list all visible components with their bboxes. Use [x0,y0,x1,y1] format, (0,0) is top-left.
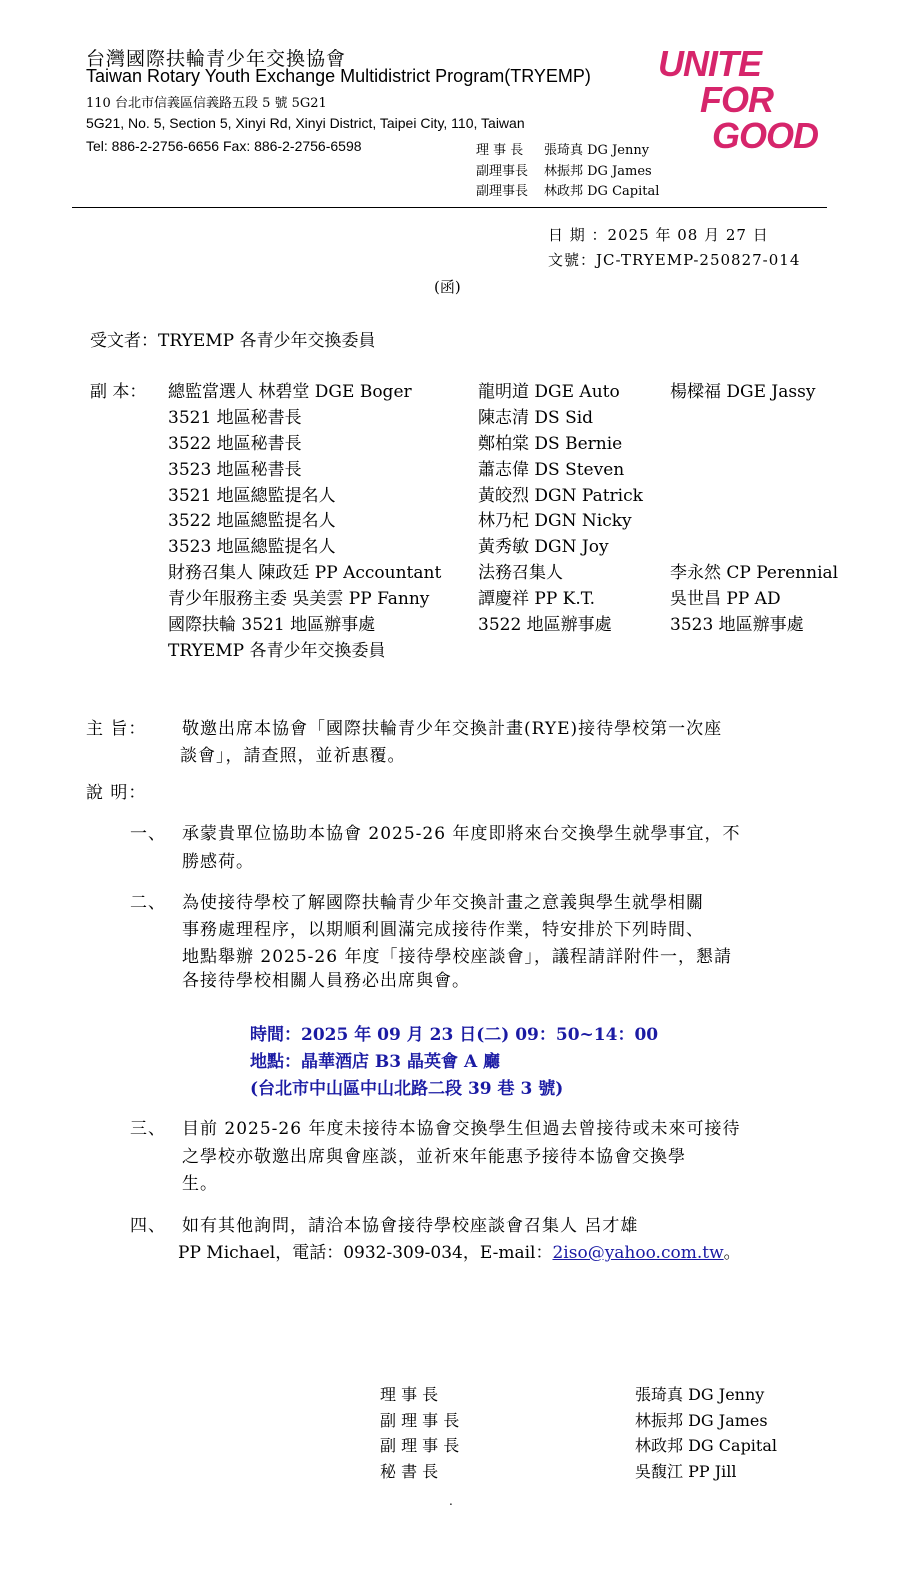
cc-entry: 法務召集人 [478,563,563,583]
officer-name: 林振邦 DG James [544,164,652,179]
cc-entry: 譚慶祥 PP K.T. [478,589,596,609]
officer-vice-president-2 [476,180,659,199]
cc-entry: 3522 地區秘書長 [168,434,302,454]
cc-entry: 龍明道 DGE Auto [478,382,620,402]
contact-end: 。 [723,1243,741,1263]
cc-entry: 財務召集人 陳政廷 PP Accountant [168,563,442,583]
cc-entry: 陳志清 DS Sid [478,408,594,428]
item-one-text: 承蒙貴單位協助本協會 2025-26 年度即將來台交換學生就學事宜，不 [182,824,741,844]
signature-name: 吳馥江 PP Jill [635,1462,737,1481]
cc-entry: 3522 地區辦事處 [478,615,612,635]
address-zh: 110 台北市信義區信義路五段 5 號 5G21 [86,96,327,111]
item-number: 一、 [130,824,166,844]
address-en: 5G21, No. 5, Section 5, Xinyi Rd, Xinyi District, Taipei City, 110, Taiwan [86,115,525,131]
officer-title: 副理事長 [476,164,529,179]
item-number: 四、 [130,1216,166,1236]
item-number: 三、 [130,1119,166,1139]
cc-entry: 林乃杞 DGN Nicky [478,511,632,531]
item-three-text: 目前 2025-26 年度未接待本協會交換學生但過去曾接待或未來可接待 [182,1119,741,1139]
letter-mark: (函) [434,278,461,296]
explain-label: 說 明： [86,783,147,803]
signature-title: 副 理 事 長 [380,1436,460,1455]
signature-name: 林政邦 DG Capital [635,1436,778,1455]
officer-title: 副理事長 [476,184,529,199]
header-divider [72,207,827,208]
item-two-text: 為使接待學校了解國際扶輪青少年交換計畫之意義與學生就學相關 [182,893,704,913]
doc-number: 文號：JC-TRYEMP-250827-014 [548,251,801,269]
cc-entry: 3521 地區總監提名人 [168,486,336,506]
subject-line: 談會」，請查照，並祈惠覆。 [180,746,406,766]
cc-label: 副 本： [90,382,147,402]
officer-name: 林政邦 DG Capital [544,184,660,199]
cc-entry: 吳世昌 PP AD [670,589,781,609]
logo-for: FOR [700,79,773,120]
subject-line: 敬邀出席本協會「國際扶輪青少年交換計畫(RYE)接待學校第一次座 [182,719,723,739]
item-one-text: 勝感荷。 [182,852,254,872]
logo-good: GOOD [712,115,819,156]
footer-dot: . [449,1494,453,1508]
officer-name: 張琦真 DG Jenny [544,143,650,158]
email-link[interactable]: 2iso@yahoo.com.tw [552,1243,724,1263]
officer-president [476,139,649,158]
cc-entry: 3522 地區總監提名人 [168,511,336,531]
cc-entry: 總監當選人 林碧堂 DGE Boger [168,382,412,402]
logo-unite: UNITE [658,43,761,84]
signature-name: 張琦真 DG Jenny [635,1385,765,1404]
cc-entry: 3523 地區辦事處 [670,615,804,635]
org-name-zh: 台灣國際扶輪青少年交換協會 [86,48,347,70]
cc-entry: 國際扶輪 3521 地區辦事處 [168,615,376,635]
tel-fax: Tel: 886-2-2756-6656 Fax: 886-2-2756-6598 [86,138,362,154]
item-two-text: 事務處理程序，以期順利圓滿完成接待作業，特安排於下列時間、 [182,920,704,940]
signature-title: 秘 書 長 [380,1462,439,1481]
cc-entry: 黃秀敏 DGN Joy [478,537,609,557]
cc-entry: 黃皎烈 DGN Patrick [478,486,643,506]
signature-title: 副 理 事 長 [380,1411,460,1430]
item-number: 二、 [130,893,166,913]
org-name-en: Taiwan Rotary Youth Exchange Multidistrict Program(TRYEMP) [86,66,591,86]
doc-date: 日 期 ：2025 年 08 月 27 日 [548,226,769,244]
item-four-contact [178,1238,741,1263]
event-address: (台北市中山區中山北路二段 39 巷 3 號) [250,1079,564,1099]
cc-entry: 蕭志偉 DS Steven [478,460,625,480]
item-four-text: 如有其他詢問，請洽本協會接待學校座談會召集人 呂才雄 [182,1216,639,1236]
item-two-text: 各接待學校相關人員務必出席與會。 [182,971,470,991]
cc-entry: 3521 地區秘書長 [168,408,302,428]
item-two-text: 地點舉辦 2025-26 年度「接待學校座談會」，議程請詳附件一，懇請 [182,947,732,967]
cc-entry: TRYEMP 各青少年交換委員 [168,641,386,661]
cc-entry: 青少年服務主委 吳美雲 PP Fanny [168,589,430,609]
item-three-text: 之學校亦敬邀出席與會座談，並祈來年能惠予接待本協會交換學 [182,1147,686,1167]
cc-entry: 鄭柏棠 DS Bernie [478,434,623,454]
cc-entry: 楊樑福 DGE Jassy [670,382,816,402]
contact-text: PP Michael，電話：0932-309-034，E-mail： [178,1243,553,1263]
event-place: 地點：晶華酒店 B3 晶英會 A 廳 [250,1052,501,1072]
cc-entry: 3523 地區秘書長 [168,460,302,480]
cc-entry: 3523 地區總監提名人 [168,537,336,557]
recipient: 受文者：TRYEMP 各青少年交換委員 [90,331,376,351]
officer-title: 理 事 長 [476,143,524,158]
subject-label: 主 旨： [86,719,147,739]
item-three-text: 生。 [182,1174,218,1194]
officer-vice-president-1 [476,160,652,179]
signature-title: 理 事 長 [380,1385,439,1404]
event-time: 時間：2025 年 09 月 23 日(二) 09：50~14：00 [250,1025,659,1045]
signature-name: 林振邦 DG James [635,1411,768,1430]
cc-entry: 李永然 CP Perennial [670,563,839,583]
